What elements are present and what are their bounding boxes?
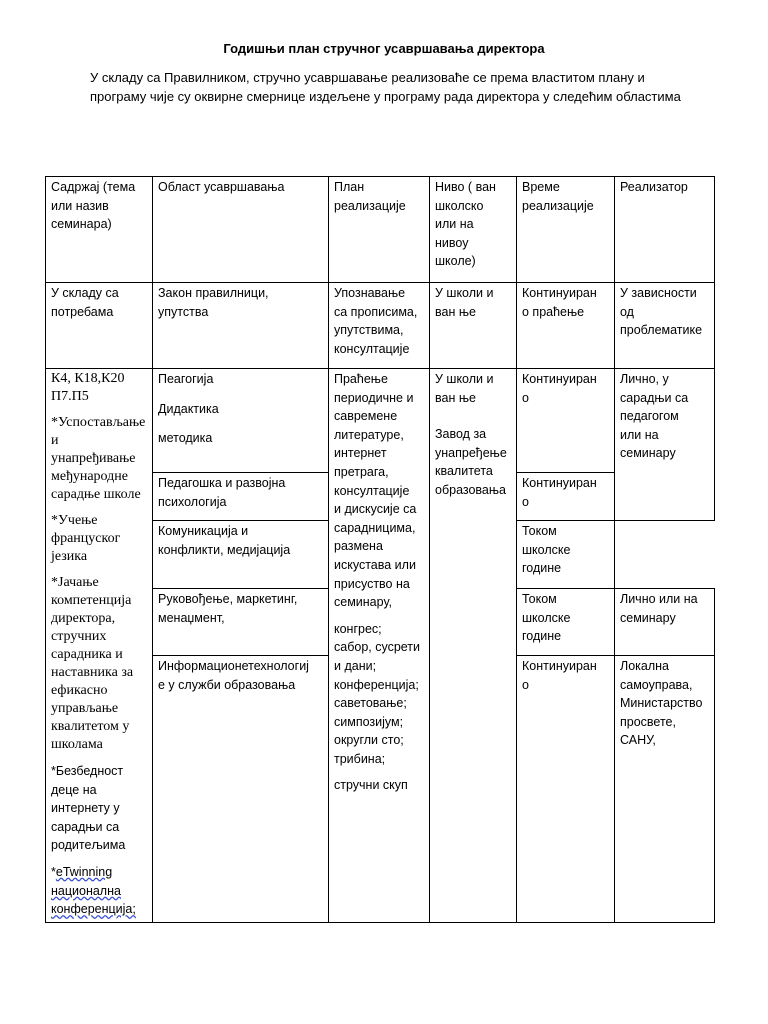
content-item: *Безбедност деце на интернету у сарадњи са родитељима [51,764,126,853]
cell-realizer: Лично или на семинару [615,589,715,656]
content-item: *Јачање компетенција директора, стручних сарадника и наставника за ефикасно управљање квалитетом у школама [51,575,134,752]
intro-line: У складу са Правилником, стручно усавршавање реализоваће се према властитом плану и [90,70,645,85]
competence-codes: К4, К18,К20 П7.П5 [51,371,125,404]
cell-realizer: Локална самоуправа, Министарство просвете, САНУ, [615,656,715,923]
cell-area: Руковођење, маркетинг, менаџмент, [153,589,329,656]
cell-time: Континуиран о [517,369,615,473]
cell-area: Информационетехнологиј е у служби образовања [153,656,329,923]
plan-table [45,176,715,923]
table-row [46,283,715,369]
cell-time: Током школске године [517,521,615,589]
header-plan: План реализације [329,177,430,283]
document-title: Годишњи план стручног усавршавања директора [223,41,545,56]
plan-block: конгрес; сабор, сусрети и дани; конференција; саветовање; симпозијум; округли сто; трибина; [334,621,421,766]
table-row [46,369,715,473]
header-time: Време реализације [517,177,615,283]
cell-content [46,369,153,923]
header-content: Садржај (тема или назив семинара) [46,177,153,283]
cell-area: Педагошка и развојна психологија [153,473,329,521]
intro-line: програму чије су оквирне смернице издељене у програму рада директора у следећим областима [90,89,681,104]
cell-time: Током школске године [517,589,615,656]
header-realizer: Реализатор [615,177,715,283]
cell-time: Континуиран о праћење [517,283,615,369]
cell-area: Закон правилници, упутства [153,283,329,369]
cell-realizer: Лично, у сарадњи са педагогом или на семинару [615,369,715,521]
intro-paragraph [90,68,710,106]
cell-time: Континуиран о [517,473,615,521]
cell-realizer: У зависности од проблематике [615,283,715,369]
table-header-row [46,177,715,283]
cell-content: У складу са потребама [46,283,153,369]
cell-level: У школи и ван ње Завод за унапређење квалитета образовања [430,369,517,923]
etwinning-link[interactable]: eTwinning [55,864,113,879]
content-item: *Учење француског језика [51,513,121,564]
header-area: Област усавршавања [153,177,329,283]
cell-level: У школи и ван ње [430,283,517,369]
etwinning-item: *eTwinning национална конференција; [51,864,136,917]
header-level: Ниво ( ван школско или на нивоу школе) [430,177,517,283]
content-item: *Успостављање и унапређивање међународне сарадње школе [51,415,146,502]
plan-block: Праћење периодичне и савремене литературе, интернет претрага, консултације и дискусије са сарадницима, размена искустава или присуство на семинару, [334,372,417,610]
plan-block: стручни скуп [334,778,408,793]
cell-area: Комуникација и конфликти, медијација [153,521,329,589]
cell-plan: Упознавање са прописима, упутствима, консултације [329,283,430,369]
cell-plan [329,369,430,923]
cell-time: Континуиран о [517,656,615,923]
cell-area: Пеагогија Дидактика методика [153,369,329,473]
